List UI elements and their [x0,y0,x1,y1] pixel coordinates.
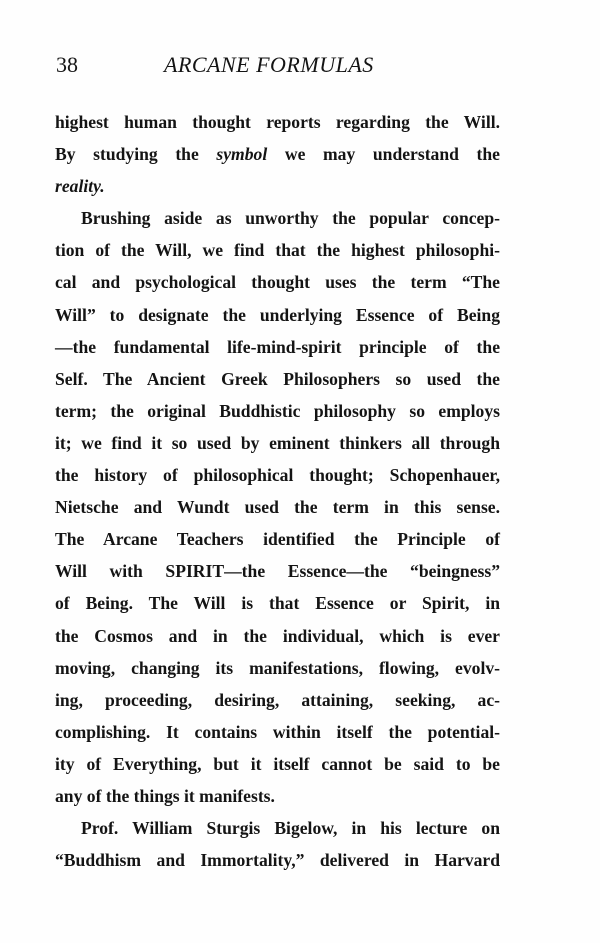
running-title: ARCANE FORMULAS [164,52,374,77]
text-segment: ity of Everything, but it itself cannot be said to be [55,753,500,774]
text-line [55,587,500,619]
text-segment: Self. The Ancient Greek Philosophers so used the [55,368,500,389]
text-line [55,234,500,266]
paragraph-first-line [55,812,500,844]
text-segment: the Cosmos and in the individual, which is ever [55,625,500,646]
text-segment: —the fundamental life-mind-spirit principle of the [55,336,500,357]
text-segment: any of the things it manifests. [55,785,275,806]
text-line [55,106,500,138]
text-segment: term; the original Buddhistic philosophy so employs [55,400,500,421]
text-line [55,523,500,555]
emphasis-text: symbol [216,144,268,165]
text-line [55,491,500,523]
text-segment: it; we find it so used by eminent thinkers all through [55,432,500,453]
text-segment: ing, proceeding, desiring, attaining, seeking, ac- [55,689,500,710]
text-line [55,170,500,202]
text-line [55,844,500,876]
text-segment: moving, changing its manifestations, flowing, evolv- [55,657,500,678]
emphasis-text: reality. [55,176,105,197]
text-segment: highest human thought reports regarding the Will. [55,112,500,132]
text-line [55,620,500,652]
text-line [55,395,500,427]
text-segment: “Buddhism and Immortality,” delivered in Harvard [55,850,500,871]
text-segment: By studying the [55,144,217,165]
text-line [55,459,500,491]
text-segment: of Being. The Will is that Essence or Spirit, in [55,593,500,614]
text-segment: The Arcane Teachers identified the Principle of [55,529,500,550]
text-line [55,555,500,587]
text-line [55,427,500,459]
text-segment: Brushing aside as unworthy the popular concep- [81,208,500,229]
text-segment: Nietsche and Wundt used the term in this sense. [55,497,500,518]
text-line [55,716,500,748]
text-line [55,684,500,716]
text-segment: tion of the Will, we find that the highest philosophi- [55,240,500,261]
text-segment: we may understand the [267,144,500,165]
page-number: 38 [56,52,78,77]
text-segment: Will with SPIRIT—the Essence—the “beingness” [55,561,500,582]
text-line [55,748,500,780]
text-line [55,652,500,684]
text-segment: Prof. William Sturgis Bigelow, in his lecture on [81,818,500,839]
text-line [55,299,500,331]
running-header [56,50,501,80]
text-segment: cal and psychological thought uses the term “The [55,272,500,293]
text-line [55,138,500,170]
text-line [55,331,500,363]
text-segment: Will” to designate the underlying Essence of Being [55,304,500,325]
body-text [55,112,500,892]
paragraph-first-line [55,202,500,234]
text-line [55,363,500,395]
text-line [55,266,500,298]
text-segment: complishing. It contains within itself the potential- [55,721,500,742]
text-segment: the history of philosophical thought; Schopenhauer, [55,465,500,486]
text-line [55,780,500,812]
